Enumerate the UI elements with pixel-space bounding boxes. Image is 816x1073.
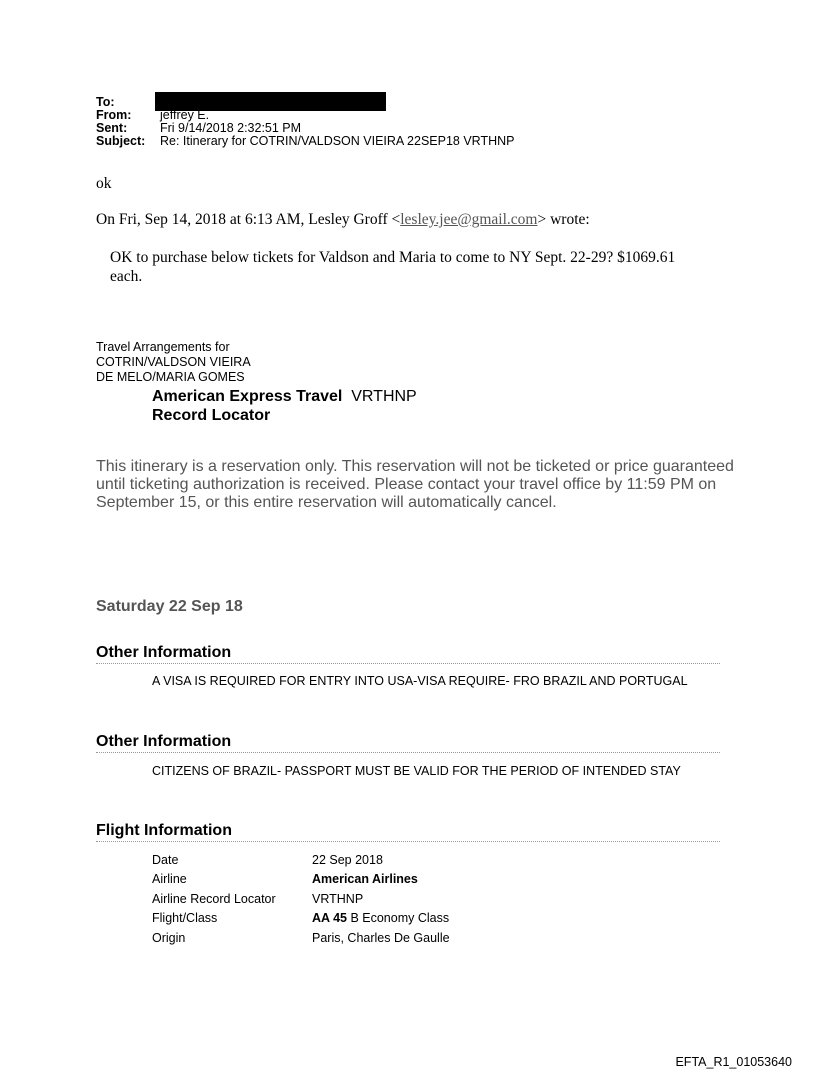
date-value: 22 Sep 2018 xyxy=(312,852,383,867)
origin-label: Origin xyxy=(152,930,186,945)
flight-row xyxy=(152,850,450,870)
from-value: jeffrey E. xyxy=(160,108,210,122)
agency-block xyxy=(152,387,417,425)
email-header xyxy=(96,96,515,148)
flight-table xyxy=(152,850,450,948)
to-label: To: xyxy=(96,95,115,109)
reservation-notice: This itinerary is a reservation only. This reservation will not be ticketed or price guaranteed until ticketing authorization is received. Please contact your travel office by 11:59 PM on September 15, or this entire reservation will automatically cancel. xyxy=(96,458,734,511)
subject-label: Subject: xyxy=(96,134,146,148)
class-value: B Economy Class xyxy=(350,911,450,926)
from-label: From: xyxy=(96,108,132,122)
flight-info-heading: Flight Information xyxy=(96,822,720,842)
flight-row xyxy=(152,870,450,890)
flight-number: AA 45 xyxy=(312,911,347,926)
locator-value: VRTHNP xyxy=(312,891,364,906)
flight-row xyxy=(152,909,450,929)
airline-value: American Airlines xyxy=(312,872,418,887)
record-label: Record Locator xyxy=(152,407,271,424)
airline-label: Airline xyxy=(152,872,187,887)
locator-label: Airline Record Locator xyxy=(152,891,276,906)
wrote-prefix: On Fri, Sep 14, 2018 at 6:13 AM, Lesley Groff < xyxy=(96,211,401,228)
document-id: EFTA_R1_01053640 xyxy=(675,1055,792,1069)
flight-row xyxy=(152,928,450,948)
sent-label: Sent: xyxy=(96,121,128,135)
email-body: ok xyxy=(96,175,112,192)
subject-value: Re: Itinerary for COTRIN/VALDSON VIEIRA 22SEP18 VRTHNP xyxy=(160,134,515,148)
other-info-heading: Other Information xyxy=(96,644,720,664)
date-heading: Saturday 22 Sep 18 xyxy=(96,598,243,615)
quote-attribution xyxy=(96,211,590,229)
agency-name: American Express Travel xyxy=(152,388,343,405)
origin-value: Paris, Charles De Gaulle xyxy=(312,930,450,945)
sender-email-link[interactable]: lesley.jee@gmail.com xyxy=(400,211,538,228)
wrote-suffix: > wrote: xyxy=(537,211,590,228)
other-info-heading: Other Information xyxy=(96,733,720,753)
quoted-message: OK to purchase below tickets for Valdson and Maria to come to NY Sept. 22-29? $1069.61 each. xyxy=(110,249,676,285)
travel-line: Travel Arrangements for xyxy=(96,340,230,354)
other-info-text: A VISA IS REQUIRED FOR ENTRY INTO USA-VISA REQUIRE- FRO BRAZIL AND PORTUGAL xyxy=(152,674,688,688)
traveler-name: COTRIN/VALDSON VIEIRA xyxy=(96,355,251,369)
travel-arrangements xyxy=(96,340,251,385)
record-code: VRTHNP xyxy=(351,388,417,405)
class-label: Flight/Class xyxy=(152,911,218,926)
sent-value: Fri 9/14/2018 2:32:51 PM xyxy=(160,121,302,135)
date-label: Date xyxy=(152,852,179,867)
flight-row xyxy=(152,889,450,909)
traveler-name: DE MELO/MARIA GOMES xyxy=(96,370,245,384)
other-info-text: CITIZENS OF BRAZIL- PASSPORT MUST BE VALID FOR THE PERIOD OF INTENDED STAY xyxy=(152,764,681,778)
